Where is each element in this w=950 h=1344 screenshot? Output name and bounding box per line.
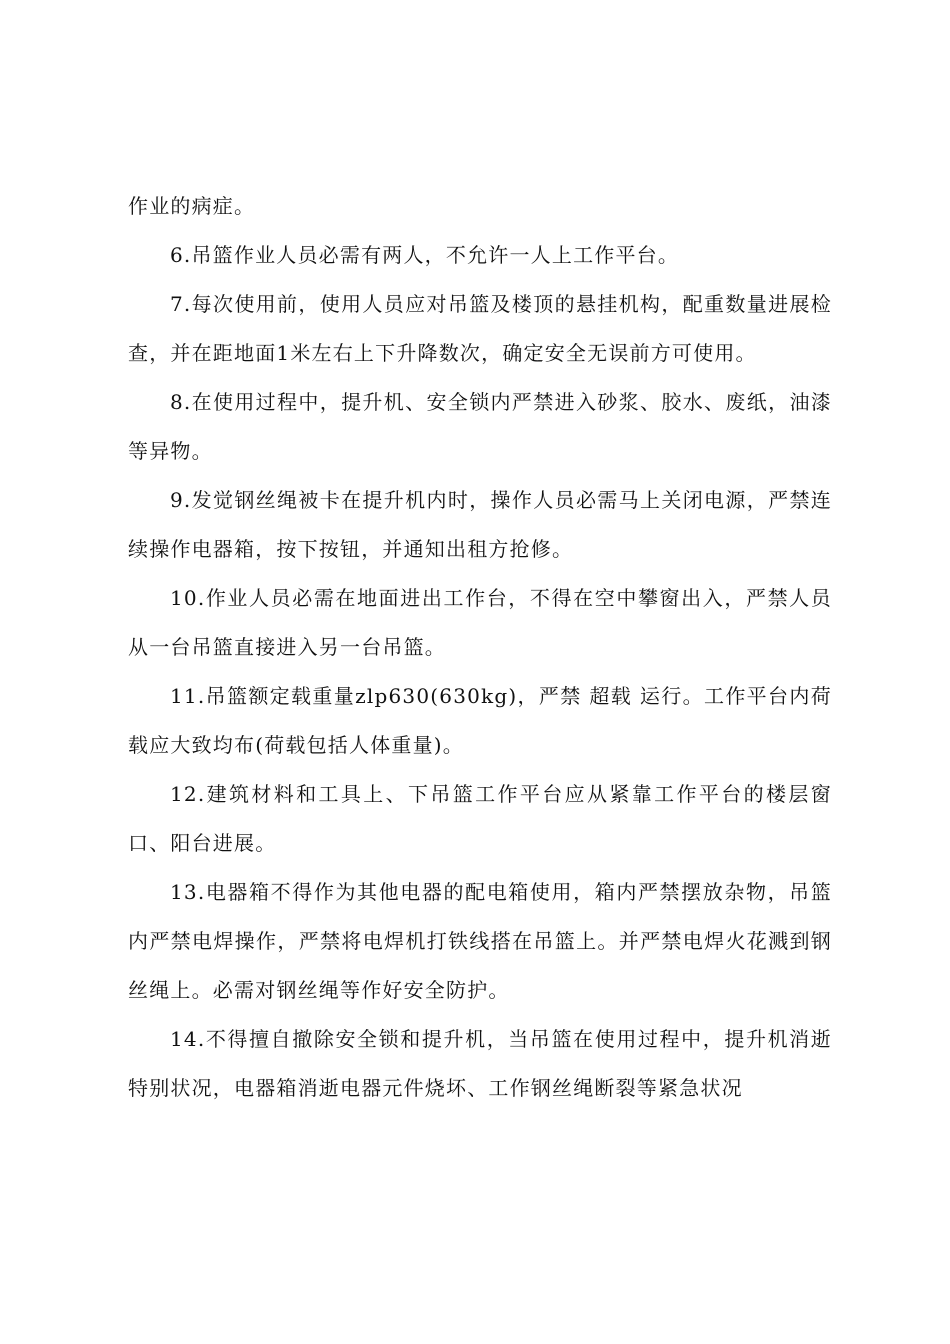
paragraph-item-13: 13.电器箱不得作为其他电器的配电箱使用，箱内严禁摆放杂物，吊篮内严禁电焊操作，严禁将电焊机打铁线搭在吊篮上。并严禁电焊火花溅到钢丝绳上。必需对钢丝绳等作好安全防护。 — [128, 880, 832, 1002]
paragraph-item-12: 12.建筑材料和工具上、下吊篮工作平台应从紧靠工作平台的楼层窗口、阳台进展。 — [128, 782, 832, 855]
paragraph-item-7: 7.每次使用前，使用人员应对吊篮及楼顶的悬挂机构，配重数量进展检查，并在距地面1米左右上下升降数次，确定安全无误前方可使用。 — [128, 292, 832, 365]
paragraph-item-8: 8.在使用过程中，提升机、安全锁内严禁进入砂浆、胶水、废纸，油漆等异物。 — [128, 390, 832, 463]
paragraph-item-11: 11.吊篮额定载重量zlp630(630kg)，严禁 超载 运行。工作平台内荷载应大致均布(荷载包括人体重量)。 — [128, 684, 832, 757]
document-body — [128, 182, 832, 1113]
paragraph-item-9: 9.发觉钢丝绳被卡在提升机内时，操作人员必需马上关闭电源，严禁连续操作电器箱，按下按钮，并通知出租方抢修。 — [128, 488, 832, 561]
paragraph-item-10: 10.作业人员必需在地面进出工作台，不得在空中攀窗出入，严禁人员从一台吊篮直接进入另一台吊篮。 — [128, 586, 832, 659]
paragraph-item-6: 6.吊篮作业人员必需有两人，不允许一人上工作平台。 — [170, 243, 680, 267]
paragraph-item-14: 14.不得擅自撤除安全锁和提升机，当吊篮在使用过程中，提升机消逝特别状况，电器箱消逝电器元件烧坏、工作钢丝绳断裂等紧急状况 — [128, 1027, 832, 1100]
paragraph-continuation: 作业的病症。 — [128, 194, 256, 218]
